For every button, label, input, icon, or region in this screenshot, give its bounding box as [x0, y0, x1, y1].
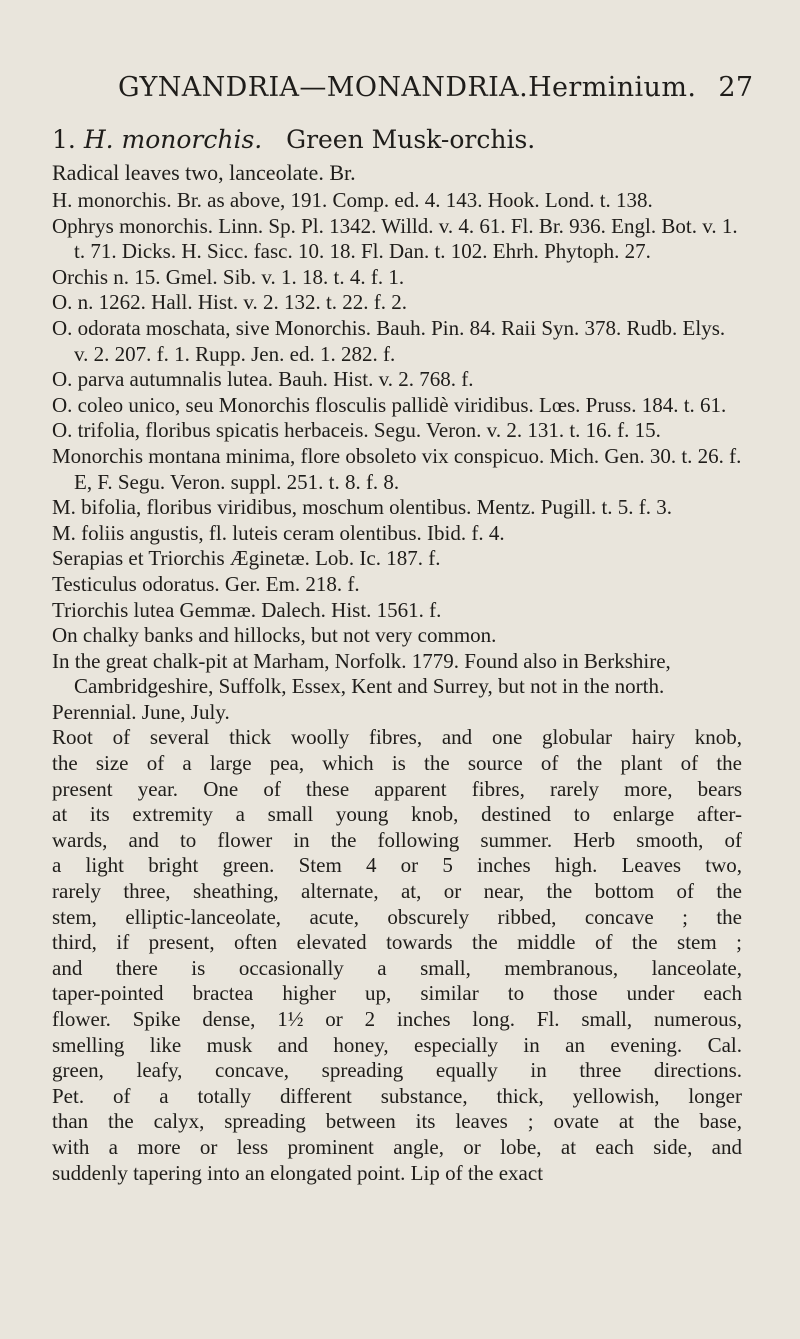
locality-note: In the great chalk-pit at Marham, Norfolk. 1779. Found also in Berkshire, Cambridgeshire, Suffolk, Essex, Kent and Surrey, but not in the north.: [52, 648, 671, 699]
duration-note: Perennial. June, July.: [52, 699, 230, 724]
running-head: [118, 72, 754, 103]
description-line: at its extremity a small young knob, destined to enlarge after-: [52, 802, 742, 827]
synonym-entry: Ophrys monorchis. Linn. Sp. Pl. 1342. Willd. v. 4. 61. Fl. Br. 936. Engl. Bot. v. 1. t. 71. Dicks. H. Sicc. fasc. 10. 18. Fl. Dan. t. 102. Ehrh. Phytoph. 27.: [52, 213, 738, 264]
synonym-entry: H. monorchis. Br. as above, 191. Comp. ed. 4. 143. Hook. Lond. t. 138.: [52, 188, 653, 212]
description-line: taper-pointed bractea higher up, similar to those under each: [52, 981, 742, 1006]
description-line: suddenly tapering into an elongated point. Lip of the exact: [52, 1160, 544, 1185]
synonym-entry: Triorchis lutea Gemmæ. Dalech. Hist. 1561. f.: [52, 597, 442, 622]
description-line: rarely three, sheathing, alternate, at, or near, the bottom of the: [52, 879, 742, 904]
description-line: third, if present, often elevated towards the middle of the stem ;: [52, 930, 742, 955]
description-paragraph: [52, 725, 742, 1186]
description-line: stem, elliptic-lanceolate, acute, obscurely ribbed, concave ; the: [52, 904, 742, 929]
species-heading: [52, 125, 742, 154]
synonym-entry: O. n. 1262. Hall. Hist. v. 2. 132. t. 22. f. 2.: [52, 290, 408, 315]
species-common-name: Green Musk-orchis.: [286, 125, 536, 154]
species-binomial: H. monorchis.: [83, 125, 263, 154]
synonym-entry: M. foliis angustis, fl. luteis ceram olentibus. Ibid. f. 4.: [52, 520, 505, 545]
section-title: GYNANDRIA—MONANDRIA.: [118, 72, 529, 103]
synonym-entry: Serapias et Triorchis Æginetæ. Lob. Ic. 187. f.: [52, 546, 441, 571]
description-line: green, leafy, concave, spreading equally in three directions.: [52, 1058, 742, 1083]
description-line: and there is occasionally a small, membranous, lanceolate,: [52, 955, 742, 980]
synonym-entry: O. coleo unico, seu Monorchis flosculis pallidè viridibus. Lœs. Pruss. 184. t. 61.: [52, 392, 727, 417]
page-number: 27: [718, 72, 754, 103]
synonym-entry: O. parva autumnalis lutea. Bauh. Hist. v. 2. 768. f.: [52, 367, 474, 392]
species-number: 1.: [52, 125, 76, 154]
description-line: flower. Spike dense, 1½ or 2 inches long. Fl. small, numerous,: [52, 1007, 742, 1031]
description-line: the size of a large pea, which is the source of the plant of the: [52, 751, 742, 776]
description-line: Root of several thick woolly fibres, and one globular hairy knob,: [52, 725, 742, 750]
synonym-entry: M. bifolia, floribus viridibus, moschum olentibus. Mentz. Pugill. t. 5. f. 3.: [52, 495, 673, 520]
diagnosis: Radical leaves two, lanceolate. Br.: [52, 160, 356, 185]
description-line: smelling like musk and honey, especially in an evening. Cal.: [52, 1032, 742, 1057]
description-line: wards, and to flower in the following summer. Herb smooth, of: [52, 827, 742, 852]
synonym-entry: Monorchis montana minima, flore obsoleto vix conspicuo. Mich. Gen. 30. t. 26. f. E, F. Segu. Veron. suppl. 251. t. 8. f. 8.: [52, 443, 742, 494]
description-line: than the calyx, spreading between its leaves ; ovate at the base,: [52, 1109, 742, 1134]
synonym-entry: O. odorata moschata, sive Monorchis. Bauh. Pin. 84. Raii Syn. 378. Rudb. Elys. v. 2. 207. f. 1. Rupp. Jen. ed. 1. 282. f.: [52, 315, 726, 366]
synonym-entry: Testiculus odoratus. Ger. Em. 218. f.: [52, 571, 360, 596]
description-line: present year. One of these apparent fibres, rarely more, bears: [52, 776, 742, 801]
genus-title: Herminium.: [528, 72, 697, 103]
synonym-entry: O. trifolia, floribus spicatis herbaceis. Segu. Veron. v. 2. 131. t. 16. f. 15.: [52, 418, 661, 443]
synonymy-list: [52, 158, 742, 725]
description-line: a light bright green. Stem 4 or 5 inches high. Leaves two,: [52, 853, 742, 878]
description-line: with a more or less prominent angle, or lobe, at each side, and: [52, 1134, 742, 1159]
habitat-note: On chalky banks and hillocks, but not very common.: [52, 623, 497, 648]
description-line: Pet. of a totally different substance, thick, yellowish, longer: [52, 1083, 742, 1108]
synonym-entry: Orchis n. 15. Gmel. Sib. v. 1. 18. t. 4. f. 1.: [52, 264, 405, 289]
